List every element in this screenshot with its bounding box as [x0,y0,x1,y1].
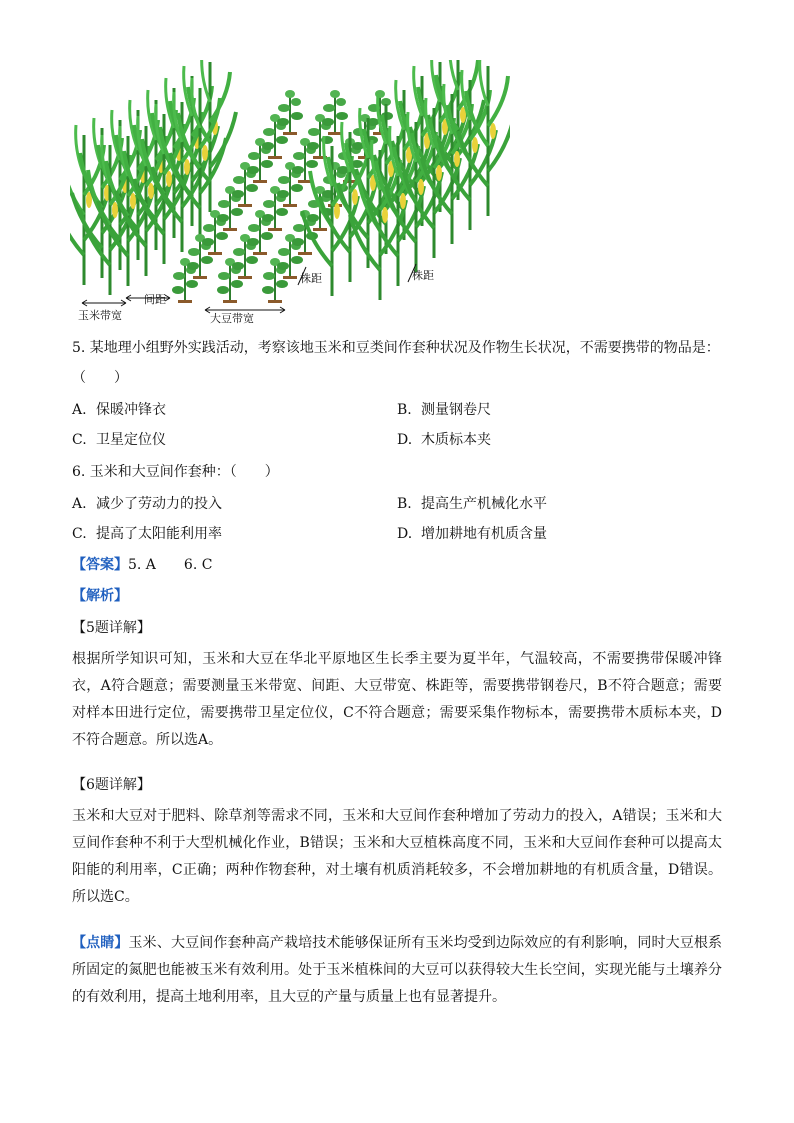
soybean-band-width-label: 大豆带宽 [210,312,254,325]
comment-paragraph [72,930,722,1011]
measurement-annotations [82,264,416,313]
q5-option-b: B. 测量钢卷尺 [397,402,491,418]
q5-option-c: C. 卫星定位仪 [72,432,166,448]
detail6-paragraph: 玉米和大豆对于肥料、除草剂等需求不同，玉米和大豆间作套种增加了劳动力的投入，A错误；玉米和大豆间作套种不利于大型机械化作业，B错误；玉米和大豆植株高度不同，玉米和大豆间作套种可以提高太阳能的利用率，C正确；两种作物套种，对土壤有机质消耗较多，不会增加耕地的有机质含量，D错误。所以选C。 [72,808,722,905]
q5-stem: 5. 某地理小组野外实践活动，考察该地玉米和豆类间作套种状况及作物生长状况，不需要携带的物品是： [72,340,720,356]
corn-band-width-label: 玉米带宽 [78,309,122,322]
q5-option-d: D. 木质标本夹 [397,432,491,448]
intercropping-illustration [70,60,510,325]
q6-option-b: B. 提高生产机械化水平 [397,496,547,512]
q6-stem: 6. 玉米和大豆间作套种：（ ） [72,464,279,480]
analysis-label: 【解析】 [72,588,128,604]
detail5-heading: 【5题详解】 [72,620,151,636]
plant-spacing-label-2: 株距 [412,269,434,282]
comment-label: 【点睛】 [72,935,129,951]
intercropping-figure [70,60,510,325]
q6-option-d: D. 增加耕地有机质含量 [397,526,547,542]
answer-text: 5. A 6. C [128,557,213,573]
q6-option-c: C. 提高了太阳能利用率 [72,526,222,542]
q5-answer-paren: （ ） [72,370,128,386]
detail6-heading: 【6题详解】 [72,777,151,793]
detail5-paragraph: 根据所学知识可知，玉米和大豆在华北平原地区生长季主要为夏半年，气温较高，不需要携带保暖冲锋衣，A符合题意；需要测量玉米带宽、间距、大豆带宽、株距等，需要携带钢卷尺，B不符合题意；需要对样本田进行定位，需要携带卫星定位仪，C不符合题意；需要采集作物标本，需要携带木质标本夹，D不符合题意。所以选A。 [72,651,722,748]
comment-text: 玉米、大豆间作套种高产栽培技术能够保证所有玉米均受到边际效应的有利影响，同时大豆根系所固定的氮肥也能被玉米有效利用。处于玉米植株间的大豆可以获得较大生长空间，实现光能与土壤养分的有效利用，提高土地利用率，且大豆的产量与质量上也有显著提升。 [72,935,723,1005]
q5-option-a: A. 保暖冲锋衣 [72,402,166,418]
plant-spacing-label-1: 株距 [300,272,322,285]
analysis-heading [72,586,128,606]
answer-label: 【答案】 [72,557,128,573]
row-gap-label: 间距 [144,293,166,306]
answer-line [72,555,212,575]
q6-option-a: A. 减少了劳动力的投入 [72,496,222,512]
